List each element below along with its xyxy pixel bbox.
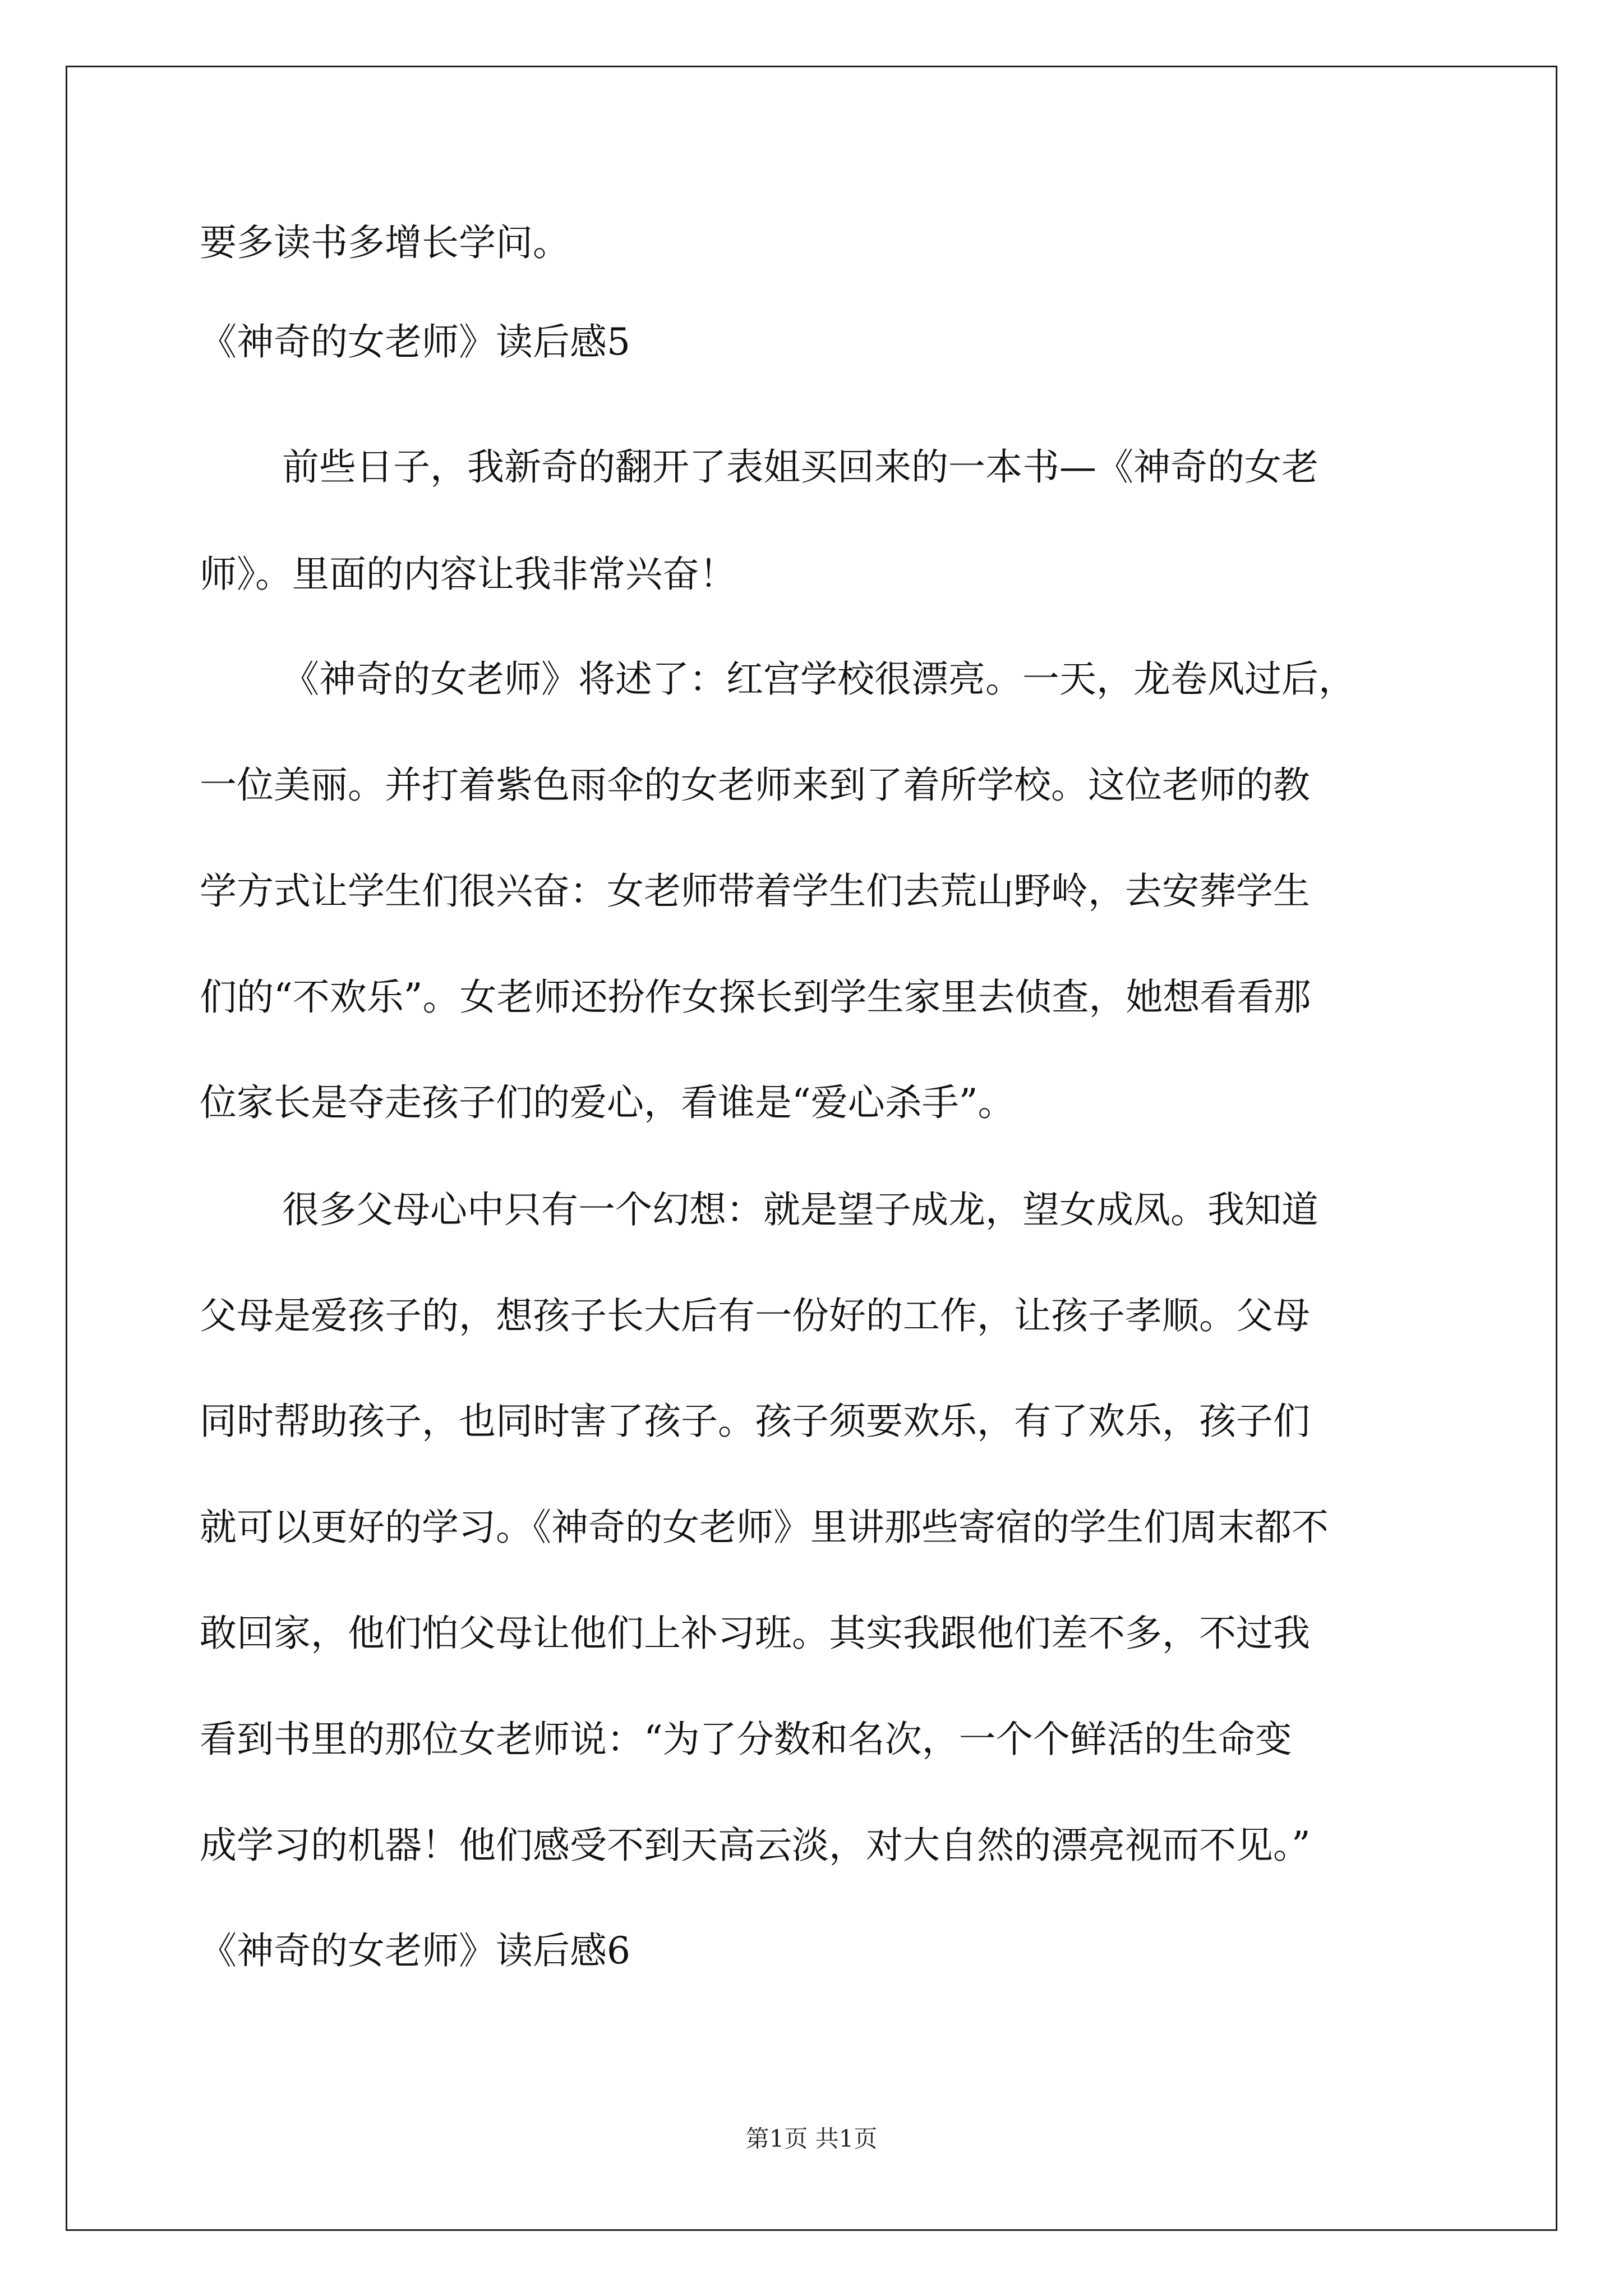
paragraph-line: 一位美丽。并打着紫色雨伞的女老师来到了着所学校。这位老师的教 [200, 763, 1310, 807]
page-frame [66, 66, 1557, 2231]
paragraph-line: 学方式让学生们很兴奋：女老师带着学生们去荒山野岭，去安葬学生 [200, 869, 1310, 913]
paragraph-line: 很多父母心中只有一个幻想：就是望子成龙，望女成凤。我知道 [282, 1188, 1318, 1231]
section-heading: 《神奇的女老师》读后感6 [200, 1929, 630, 1972]
paragraph-line: 位家长是夺走孩子们的爱心，看谁是“爱心杀手”。 [200, 1081, 1015, 1124]
paragraph-line: 师》。里面的内容让我非常兴奋！ [200, 553, 736, 596]
paragraph-line: 看到书里的那位女老师说：“为了分数和名次，一个个鲜活的生命变 [200, 1718, 1292, 1761]
paragraph-line: 们的“不欢乐”。女老师还扮作女探长到学生家里去侦查，她想看看那 [200, 976, 1311, 1019]
paragraph-line: 成学习的机器！他们感受不到天高云淡，对大自然的漂亮视而不见。” [200, 1824, 1311, 1867]
paragraph-line: 同时帮助孩子，也同时害了孩子。孩子须要欢乐，有了欢乐，孩子们 [200, 1400, 1310, 1443]
paragraph-line: 《神奇的女老师》将述了：红宫学校很漂亮。一天，龙卷风过后， [282, 657, 1355, 701]
section-heading: 《神奇的女老师》读后感5 [200, 320, 630, 364]
paragraph-line: 就可以更好的学习。《神奇的女老师》里讲那些寄宿的学生们周末都不 [200, 1506, 1329, 1549]
paragraph-line: 要多读书多增长学问。 [200, 221, 570, 264]
page-number-footer: 第1页 共1页 [745, 2125, 878, 2152]
paragraph-line: 父母是爱孩子的，想孩子长大后有一份好的工作，让孩子孝顺。父母 [200, 1294, 1310, 1337]
paragraph-line: 前些日子，我新奇的翻开了表姐买回来的一本书—《神奇的女老 [282, 445, 1318, 489]
paragraph-line: 敢回家，他们怕父母让他们上补习班。其实我跟他们差不多，不过我 [200, 1612, 1310, 1655]
